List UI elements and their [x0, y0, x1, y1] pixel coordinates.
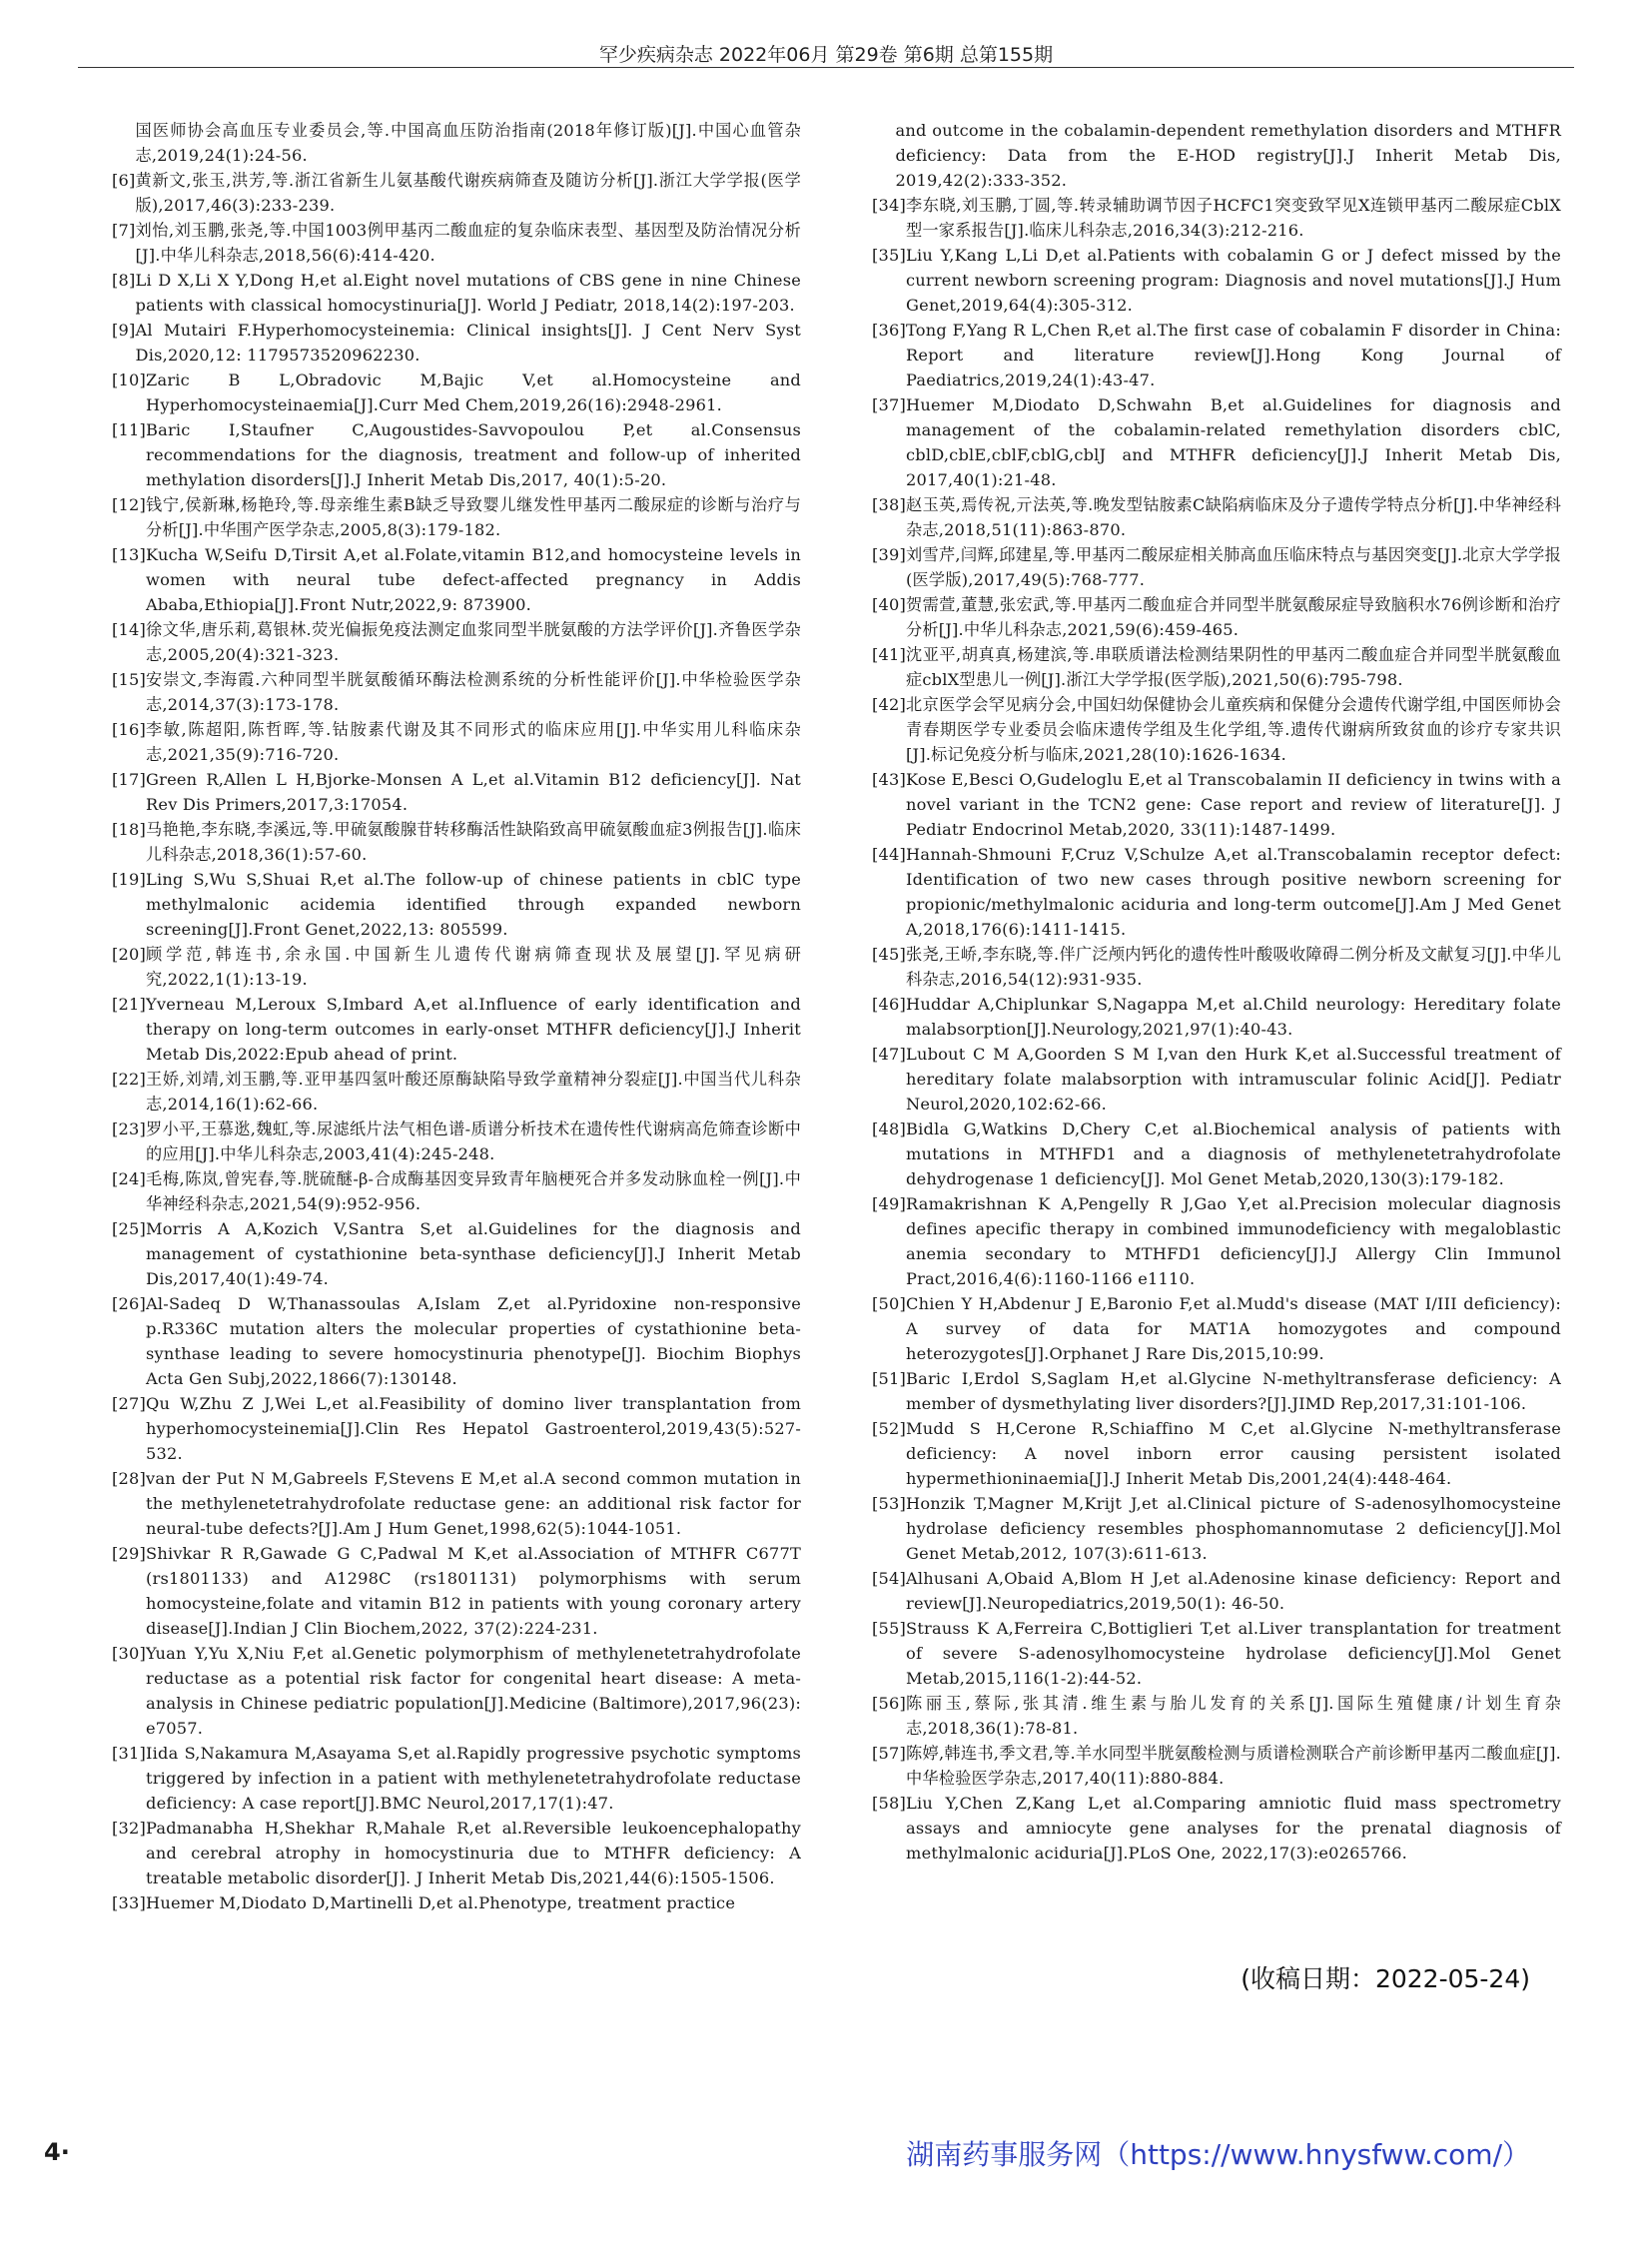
reference-item — [112, 717, 801, 767]
reference-item — [112, 1741, 801, 1816]
reference-item — [112, 417, 801, 492]
reference-number: [20] — [112, 945, 147, 964]
reference-number: [23] — [112, 1120, 147, 1138]
reference-number: [48] — [872, 1120, 907, 1138]
reference-item — [112, 168, 801, 218]
reference-number: [43] — [872, 770, 907, 789]
reference-text: Bidla G,Watkins D,Chery C,et al.Biochemical analysis of patients with mutations in MTHFD1 and a diagnosis of methylenetetrahydrofolate dehydrogenase 1 deficiency[J]. Mol Genet Metab,2020,130(3):179-182. — [906, 1120, 1561, 1188]
reference-number: [42] — [872, 695, 907, 714]
reference-number: [9] — [112, 321, 136, 340]
reference-item — [872, 193, 1561, 243]
reference-item — [872, 1042, 1561, 1117]
reference-text: Padmanabha H,Shekhar R,Mahale R,et al.Reversible leukoencephalopathy and cerebral atrophy in homocystinuria due to MTHFR deficiency: A treatable metabolic disorder[J]. J Inherit Metab Dis,2021,44(6):1505-1506. — [146, 1819, 801, 1887]
reference-item — [872, 1491, 1561, 1566]
reference-item — [112, 1067, 801, 1117]
reference-text: 北京医学会罕见病分会,中国妇幼保健协会儿童疾病和保健分会遗传代谢学组,中国医师协会青春期医学专业委员会临床遗传学组及生化学组,等.遗传代谢病所致贫血的诊疗专家共识[J].标记免疫分析与临床,2021,28(10):1626-1634. — [906, 695, 1561, 764]
reference-text: Qu W,Zhu Z J,Wei L,et al.Feasibility of domino liver transplantation from hyperhomocysteinemia[J].Clin Res Hepatol Gastroenterol,2019,43(5):527-532. — [146, 1394, 801, 1463]
reference-text: Yverneau M,Leroux S,Imbard A,et al.Influence of early identification and therapy on long-term outcomes in early-onset MTHFR deficiency[J].J Inherit Metab Dis,2022:Epub ahead of print. — [146, 995, 801, 1064]
reference-text: Strauss K A,Ferreira C,Bottiglieri T,et al.Liver transplantation for treatment of severe S-adenosylhomocysteine hydrolase deficiency[J].Mol Genet Metab,2015,116(1-2):44-52. — [906, 1619, 1561, 1688]
reference-item — [872, 492, 1561, 542]
reference-text: and outcome in the cobalamin-dependent remethylation disorders and MTHFR deficiency: Data from the E-HOD registry[J].J Inherit Metab Dis, 2019,42(2):333-352. — [895, 121, 1561, 190]
reference-item — [872, 992, 1561, 1042]
reference-item — [112, 218, 801, 268]
reference-text: Kucha W,Seifu D,Tirsit A,et al.Folate,vitamin B12,and homocysteine levels in women with neural tube defect-affected pregnancy in Addis Ababa,Ethiopia[J].Front Nutr,2022,9: 873900. — [146, 545, 801, 614]
reference-text: Liu Y,Kang L,Li D,et al.Patients with cobalamin G or J defect missed by the current newborn screening program: Diagnosis and novel mutations[J].J Hum Genet,2019,64(4):305-312. — [906, 246, 1561, 315]
reference-item — [872, 1191, 1561, 1291]
reference-number: [22] — [112, 1070, 147, 1089]
reference-number: [30] — [112, 1644, 147, 1663]
reference-number: [51] — [872, 1369, 907, 1388]
reference-number: [49] — [872, 1194, 907, 1213]
reference-item — [112, 1291, 801, 1391]
reference-item — [872, 1416, 1561, 1491]
header-rule — [78, 67, 1574, 68]
reference-text: 陈婷,韩连书,季文君,等.羊水同型半胱氨酸检测与质谱检测联合产前诊断甲基丙二酸血症[J].中华检验医学杂志,2017,40(11):880-884. — [906, 1744, 1561, 1788]
reference-text: 钱宁,侯新琳,杨艳玲,等.母亲维生素B缺乏导致婴儿继发性甲基丙二酸尿症的诊断与治疗与分析[J].中华围产医学杂志,2005,8(3):179-182. — [146, 495, 801, 539]
reference-number: [56] — [872, 1694, 907, 1713]
reference-number: [15] — [112, 670, 147, 689]
reference-text: 黄新文,张玉,洪芳,等.浙江省新生儿氨基酸代谢疾病筛查及随访分析[J].浙江大学学报(医学版),2017,46(3):233-239. — [135, 171, 801, 215]
reference-item — [872, 1566, 1561, 1616]
reference-item — [872, 842, 1561, 942]
reference-number: [28] — [112, 1469, 147, 1488]
reference-number: [52] — [872, 1419, 907, 1438]
reference-item — [872, 942, 1561, 992]
reference-item — [112, 867, 801, 942]
reference-item — [872, 1741, 1561, 1791]
reference-text: 毛梅,陈岚,曾宪春,等.胱硫醚-β-合成酶基因变异致青年脑梗死合并多发动脉血栓一例[J].中华神经科杂志,2021,54(9):952-956. — [146, 1169, 801, 1213]
reference-text: 顾学范,韩连书,余永国.中国新生儿遗传代谢病筛查现状及展望[J].罕见病研究,2022,1(1):13-19. — [146, 945, 801, 989]
reference-number: [57] — [872, 1744, 907, 1763]
reference-number: [53] — [872, 1494, 907, 1513]
reference-text: 赵玉英,焉传祝,亓法英,等.晚发型钴胺素C缺陷病临床及分子遗传学特点分析[J].中华神经科杂志,2018,51(11):863-870. — [906, 495, 1561, 539]
reference-text: Hannah-Shmouni F,Cruz V,Schulze A,et al.Transcobalamin receptor defect: Identification of two new cases through positive newborn screening for propionic/methylmalonic aciduria and long-term outcome[J].Am J Med Genet A,2018,176(6):1411-1415. — [906, 845, 1561, 939]
reference-text: 马艳艳,李东晓,李溪远,等.甲硫氨酸腺苷转移酶活性缺陷致高甲硫氨酸血症3例报告[J].临床儿科杂志,2018,36(1):57-60. — [146, 820, 801, 864]
received-date: (收稿日期：2022-05-24) — [1240, 1964, 1530, 1993]
reference-text: Iida S,Nakamura M,Asayama S,et al.Rapidly progressive psychotic symptoms triggered by infection in a patient with methylenetetrahydrofolate reductase deficiency: A case report[J].BMC Neurol,2017,17(1):47. — [146, 1744, 801, 1813]
reference-number: [40] — [872, 595, 907, 614]
reference-item — [112, 368, 801, 417]
reference-text: Alhusani A,Obaid A,Blom H J,et al.Adenosine kinase deficiency: Report and review[J].Neuropediatrics,2019,50(1): 46-50. — [906, 1569, 1561, 1613]
reference-number: [54] — [872, 1569, 907, 1588]
reference-number: [47] — [872, 1045, 907, 1064]
reference-text: 安崇文,李海霞.六种同型半胱氨酸循环酶法检测系统的分析性能评价[J].中华检验医学杂志,2014,37(3):173-178. — [146, 670, 801, 714]
reference-item — [872, 1366, 1561, 1416]
reference-number: [39] — [872, 545, 907, 564]
reference-item — [112, 617, 801, 667]
reference-number: [24] — [112, 1169, 147, 1188]
reference-text: Kose E,Besci O,Gudeloglu E,et al Transcobalamin II deficiency in twins with a novel variant in the TCN2 gene: Case report and review of literature[J]. J Pediatr Endocrinol Metab,2020, 33(11):1487-1499. — [906, 770, 1561, 839]
reference-number: [45] — [872, 945, 907, 964]
reference-item — [872, 318, 1561, 392]
reference-column-left — [112, 118, 801, 1915]
reference-number: [6] — [112, 171, 136, 190]
reference-number: [16] — [112, 720, 147, 739]
reference-text: Huemer M,Diodato D,Martinelli D,et al.Phenotype, treatment practice — [146, 1893, 736, 1912]
reference-item — [112, 318, 801, 368]
reference-number: [37] — [872, 395, 907, 414]
reference-item — [112, 268, 801, 318]
reference-text: 李东晓,刘玉鹏,丁圆,等.转录辅助调节因子HCFC1突变致罕见X连锁甲基丙二酸尿症CblX型一家系报告[J].临床儿科杂志,2016,34(3):212-216. — [906, 196, 1561, 240]
reference-number: [46] — [872, 995, 907, 1014]
reference-text: Ling S,Wu S,Shuai R,et al.The follow-up of chinese patients in cblC type methylmalonic acidemia identified through expanded newborn screening[J].Front Genet,2022,13: 805599. — [146, 870, 801, 939]
reference-text: Huddar A,Chiplunkar S,Nagappa M,et al.Child neurology: Hereditary folate malabsorption[J].Neurology,2021,97(1):40-43. — [906, 995, 1561, 1039]
reference-number: [44] — [872, 845, 907, 864]
reference-number: [12] — [112, 495, 147, 514]
reference-item — [872, 118, 1561, 193]
reference-number: [11] — [112, 420, 147, 439]
reference-number: [17] — [112, 770, 147, 789]
reference-text: Li D X,Li X Y,Dong H,et al.Eight novel mutations of CBS gene in nine Chinese patients with classical homocystinuria[J]. World J Pediatr, 2018,14(2):197-203. — [135, 271, 801, 315]
reference-item — [112, 492, 801, 542]
reference-text: 王娇,刘靖,刘玉鹏,等.亚甲基四氢叶酸还原酶缺陷导致学童精神分裂症[J].中国当代儿科杂志,2014,16(1):62-66. — [146, 1070, 801, 1114]
reference-item — [112, 992, 801, 1067]
reference-number: [14] — [112, 620, 147, 639]
reference-number: [41] — [872, 645, 907, 664]
reference-number: [55] — [872, 1619, 907, 1638]
reference-item — [112, 1216, 801, 1291]
reference-number: [58] — [872, 1794, 907, 1813]
reference-number: [7] — [112, 221, 136, 240]
reference-item — [112, 1466, 801, 1541]
reference-number: [38] — [872, 495, 907, 514]
reference-text: Zaric B L,Obradovic M,Bajic V,et al.Homocysteine and Hyperhomocysteinaemia[J].Curr Med Chem,2019,26(16):2948-2961. — [146, 371, 801, 414]
reference-text: Huemer M,Diodato D,Schwahn B,et al.Guidelines for diagnosis and management of the cobalamin-related remethylation disorders cblC, cblD,cblE,cblF,cblG,cblJ and MTHFR deficiency[J].J Inherit Metab Dis, 2017,40(1):21-48. — [906, 395, 1561, 489]
reference-text: Shivkar R R,Gawade G C,Padwal M K,et al.Association of MTHFR C677T (rs1801133) and A1298C (rs1801131) polymorphisms with serum homocysteine,folate and vitamin B12 in patients with young coronary artery disease[J].Indian J Clin Biochem,2022, 37(2):224-231. — [146, 1544, 801, 1638]
reference-number: [8] — [112, 271, 136, 290]
reference-number: [19] — [112, 870, 147, 889]
reference-item — [872, 1791, 1561, 1866]
reference-item — [112, 667, 801, 717]
reference-text: Morris A A,Kozich V,Santra S,et al.Guidelines for the diagnosis and management of cystathionine beta-synthase deficiency[J].J Inherit Metab Dis,2017,40(1):49-74. — [146, 1219, 801, 1288]
reference-text: 张尧,王峤,李东晓,等.伴广泛颅内钙化的遗传性叶酸吸收障碍二例分析及文献复习[J].中华儿科杂志,2016,54(12):931-935. — [906, 945, 1561, 989]
page-number: 4· — [44, 2138, 70, 2166]
reference-item — [112, 767, 801, 817]
reference-item — [872, 1616, 1561, 1691]
reference-text: 刘雪芹,闫辉,邱建星,等.甲基丙二酸尿症相关肺高血压临床特点与基因突变[J].北京大学学报(医学版),2017,49(5):768-777. — [906, 545, 1561, 589]
running-header: 罕少疾病杂志 2022年06月 第29卷 第6期 总第155期 — [598, 44, 1054, 66]
reference-item — [112, 1890, 801, 1915]
reference-text: 沈亚平,胡真真,杨建滨,等.串联质谱法检测结果阴性的甲基丙二酸血症合并同型半胱氨酸血症cblX型患儿一例[J].浙江大学学报(医学版),2021,50(6):795-798. — [906, 645, 1561, 689]
reference-column-right — [872, 118, 1561, 1866]
reference-text: 李敏,陈超阳,陈哲晖,等.钴胺素代谢及其不同形式的临床应用[J].中华实用儿科临床杂志,2021,35(9):716-720. — [146, 720, 801, 764]
reference-text: Al Mutairi F.Hyperhomocysteinemia: Clinical insights[J]. J Cent Nerv Syst Dis,2020,12: 1179573520962230. — [135, 321, 801, 365]
reference-item — [872, 542, 1561, 592]
reference-item — [112, 1391, 801, 1466]
reference-text: Ramakrishnan K A,Pengelly R J,Gao Y,et al.Precision molecular diagnosis defines apecific therapy in combined immunodeficiency with megaloblastic anemia secondary to MTHFD1 deficiency[J].J Allergy Clin Immunol Pract,2016,4(6):1160-1166 e1110. — [906, 1194, 1561, 1288]
reference-number: [34] — [872, 196, 907, 215]
reference-text: 罗小平,王慕逖,魏虹,等.尿滤纸片法气相色谱-质谱分析技术在遗传性代谢病高危筛查诊断中的应用[J].中华儿科杂志,2003,41(4):245-248. — [146, 1120, 801, 1163]
reference-number: [36] — [872, 321, 907, 340]
reference-number: [25] — [112, 1219, 147, 1238]
reference-number: [18] — [112, 820, 147, 839]
reference-text: Tong F,Yang R L,Chen R,et al.The first case of cobalamin F disorder in China: Report and literature review[J].Hong Kong Journal of Paediatrics,2019,24(1):43-47. — [906, 321, 1561, 389]
reference-item — [872, 243, 1561, 318]
reference-number: [13] — [112, 545, 147, 564]
reference-item — [872, 592, 1561, 642]
reference-item — [872, 1691, 1561, 1741]
reference-text: Chien Y H,Abdenur J E,Baronio F,et al.Mudd's disease (MAT I/III deficiency): A survey of data for MAT1A homozygotes and compound heterozygotes[J].Orphanet J Rare Dis,2015,10:99. — [906, 1294, 1561, 1363]
reference-item — [112, 1166, 801, 1216]
reference-number: [32] — [112, 1819, 147, 1838]
reference-text: Al-Sadeq D W,Thanassoulas A,Islam Z,et al.Pyridoxine non-responsive p.R336C mutation alters the molecular properties of cystathionine beta-synthase leading to severe homocystinuria phenotype[J]. Biochim Biophys Acta Gen Subj,2022,1866(7):130148. — [146, 1294, 801, 1388]
reference-number: [31] — [112, 1744, 147, 1763]
reference-item — [872, 1117, 1561, 1191]
reference-text: Green R,Allen L H,Bjorke-Monsen A L,et al.Vitamin B12 deficiency[J]. Nat Rev Dis Primers,2017,3:17054. — [146, 770, 801, 814]
reference-text: Baric I,Staufner C,Augoustides-Savvopoulou P,et al.Consensus recommendations for the diagnosis, treatment and follow-up of inherited methylation disorders[J].J Inherit Metab Dis,2017, 40(1):5-20. — [146, 420, 801, 489]
reference-item — [112, 817, 801, 867]
watermark-link[interactable]: 湖南药事服务网（https://www.hnysfww.com/） — [906, 2138, 1530, 2171]
reference-number: [35] — [872, 246, 907, 265]
reference-number: [21] — [112, 995, 147, 1014]
reference-item — [872, 392, 1561, 492]
reference-text: 刘怡,刘玉鹏,张尧,等.中国1003例甲基丙二酸血症的复杂临床表型、基因型及防治情况分析[J].中华儿科杂志,2018,56(6):414-420. — [135, 221, 801, 265]
reference-text: 徐文华,唐乐莉,葛银林.荧光偏振免疫法测定血浆同型半胱氨酸的方法学评价[J].齐鲁医学杂志,2005,20(4):321-323. — [146, 620, 801, 664]
reference-item — [872, 692, 1561, 767]
reference-number: [50] — [872, 1294, 907, 1313]
reference-item — [112, 942, 801, 992]
reference-item — [112, 1641, 801, 1741]
reference-number: [27] — [112, 1394, 147, 1413]
reference-text: 陈丽玉,蔡际,张其清.维生素与胎儿发育的关系[J].国际生殖健康/计划生育杂志,2018,36(1):78-81. — [906, 1694, 1561, 1738]
reference-text: Liu Y,Chen Z,Kang L,et al.Comparing amniotic fluid mass spectrometry assays and amniocyte gene analyses for the prenatal diagnosis of methylmalonic aciduria[J].PLoS One, 2022,17(3):e0265766. — [906, 1794, 1561, 1863]
reference-item — [112, 1117, 801, 1166]
reference-number: [10] — [112, 371, 147, 389]
reference-item — [112, 1541, 801, 1641]
reference-number: [26] — [112, 1294, 147, 1313]
reference-text: Lubout C M A,Goorden S M I,van den Hurk K,et al.Successful treatment of hereditary folate malabsorption with intramuscular folinic Acid[J]. Pediatr Neurol,2020,102:62-66. — [906, 1045, 1561, 1114]
reference-text: Honzik T,Magner M,Krijt J,et al.Clinical picture of S-adenosylhomocysteine hydrolase deficiency resembles phosphomannomutase 2 deficiency[J].Mol Genet Metab,2012, 107(3):611-613. — [906, 1494, 1561, 1563]
reference-item — [872, 767, 1561, 842]
reference-text: 国医师协会高血压专业委员会,等.中国高血压防治指南(2018年修订版)[J].中国心血管杂志,2019,24(1):24-56. — [135, 121, 801, 165]
reference-text: van der Put N M,Gabreels F,Stevens E M,et al.A second common mutation in the methylenetetrahydrofolate reductase gene: an additional risk factor for neural-tube defects?[J].Am J Hum Genet,1998,62(5):1044-1051. — [146, 1469, 801, 1538]
reference-item — [872, 642, 1561, 692]
reference-item — [872, 1291, 1561, 1366]
reference-text: Yuan Y,Yu X,Niu F,et al.Genetic polymorphism of methylenetetrahydrofolate reductase as a potential risk factor for congenital heart disease: A meta-analysis in Chinese pediatric population[J].Medicine (Baltimore),2017,96(23): e7057. — [146, 1644, 801, 1738]
reference-text: Baric I,Erdol S,Saglam H,et al.Glycine N-methyltransferase deficiency: A member of dysmethylating liver disorders?[J].JIMD Rep,2017,31:101-106. — [906, 1369, 1561, 1413]
reference-item — [112, 542, 801, 617]
reference-text: Mudd S H,Cerone R,Schiaffino M C,et al.Glycine N-methyltransferase deficiency: A novel inborn error causing persistent isolated hypermethioninaemia[J].J Inherit Metab Dis,2001,24(4):448-464. — [906, 1419, 1561, 1488]
reference-item — [112, 1816, 801, 1890]
reference-text: 贺需萱,董慧,张宏武,等.甲基丙二酸血症合并同型半胱氨酸尿症导致脑积水76例诊断和治疗分析[J].中华儿科杂志,2021,59(6):459-465. — [906, 595, 1561, 639]
reference-number: [29] — [112, 1544, 147, 1563]
reference-item — [112, 118, 801, 168]
reference-number: [33] — [112, 1893, 147, 1912]
